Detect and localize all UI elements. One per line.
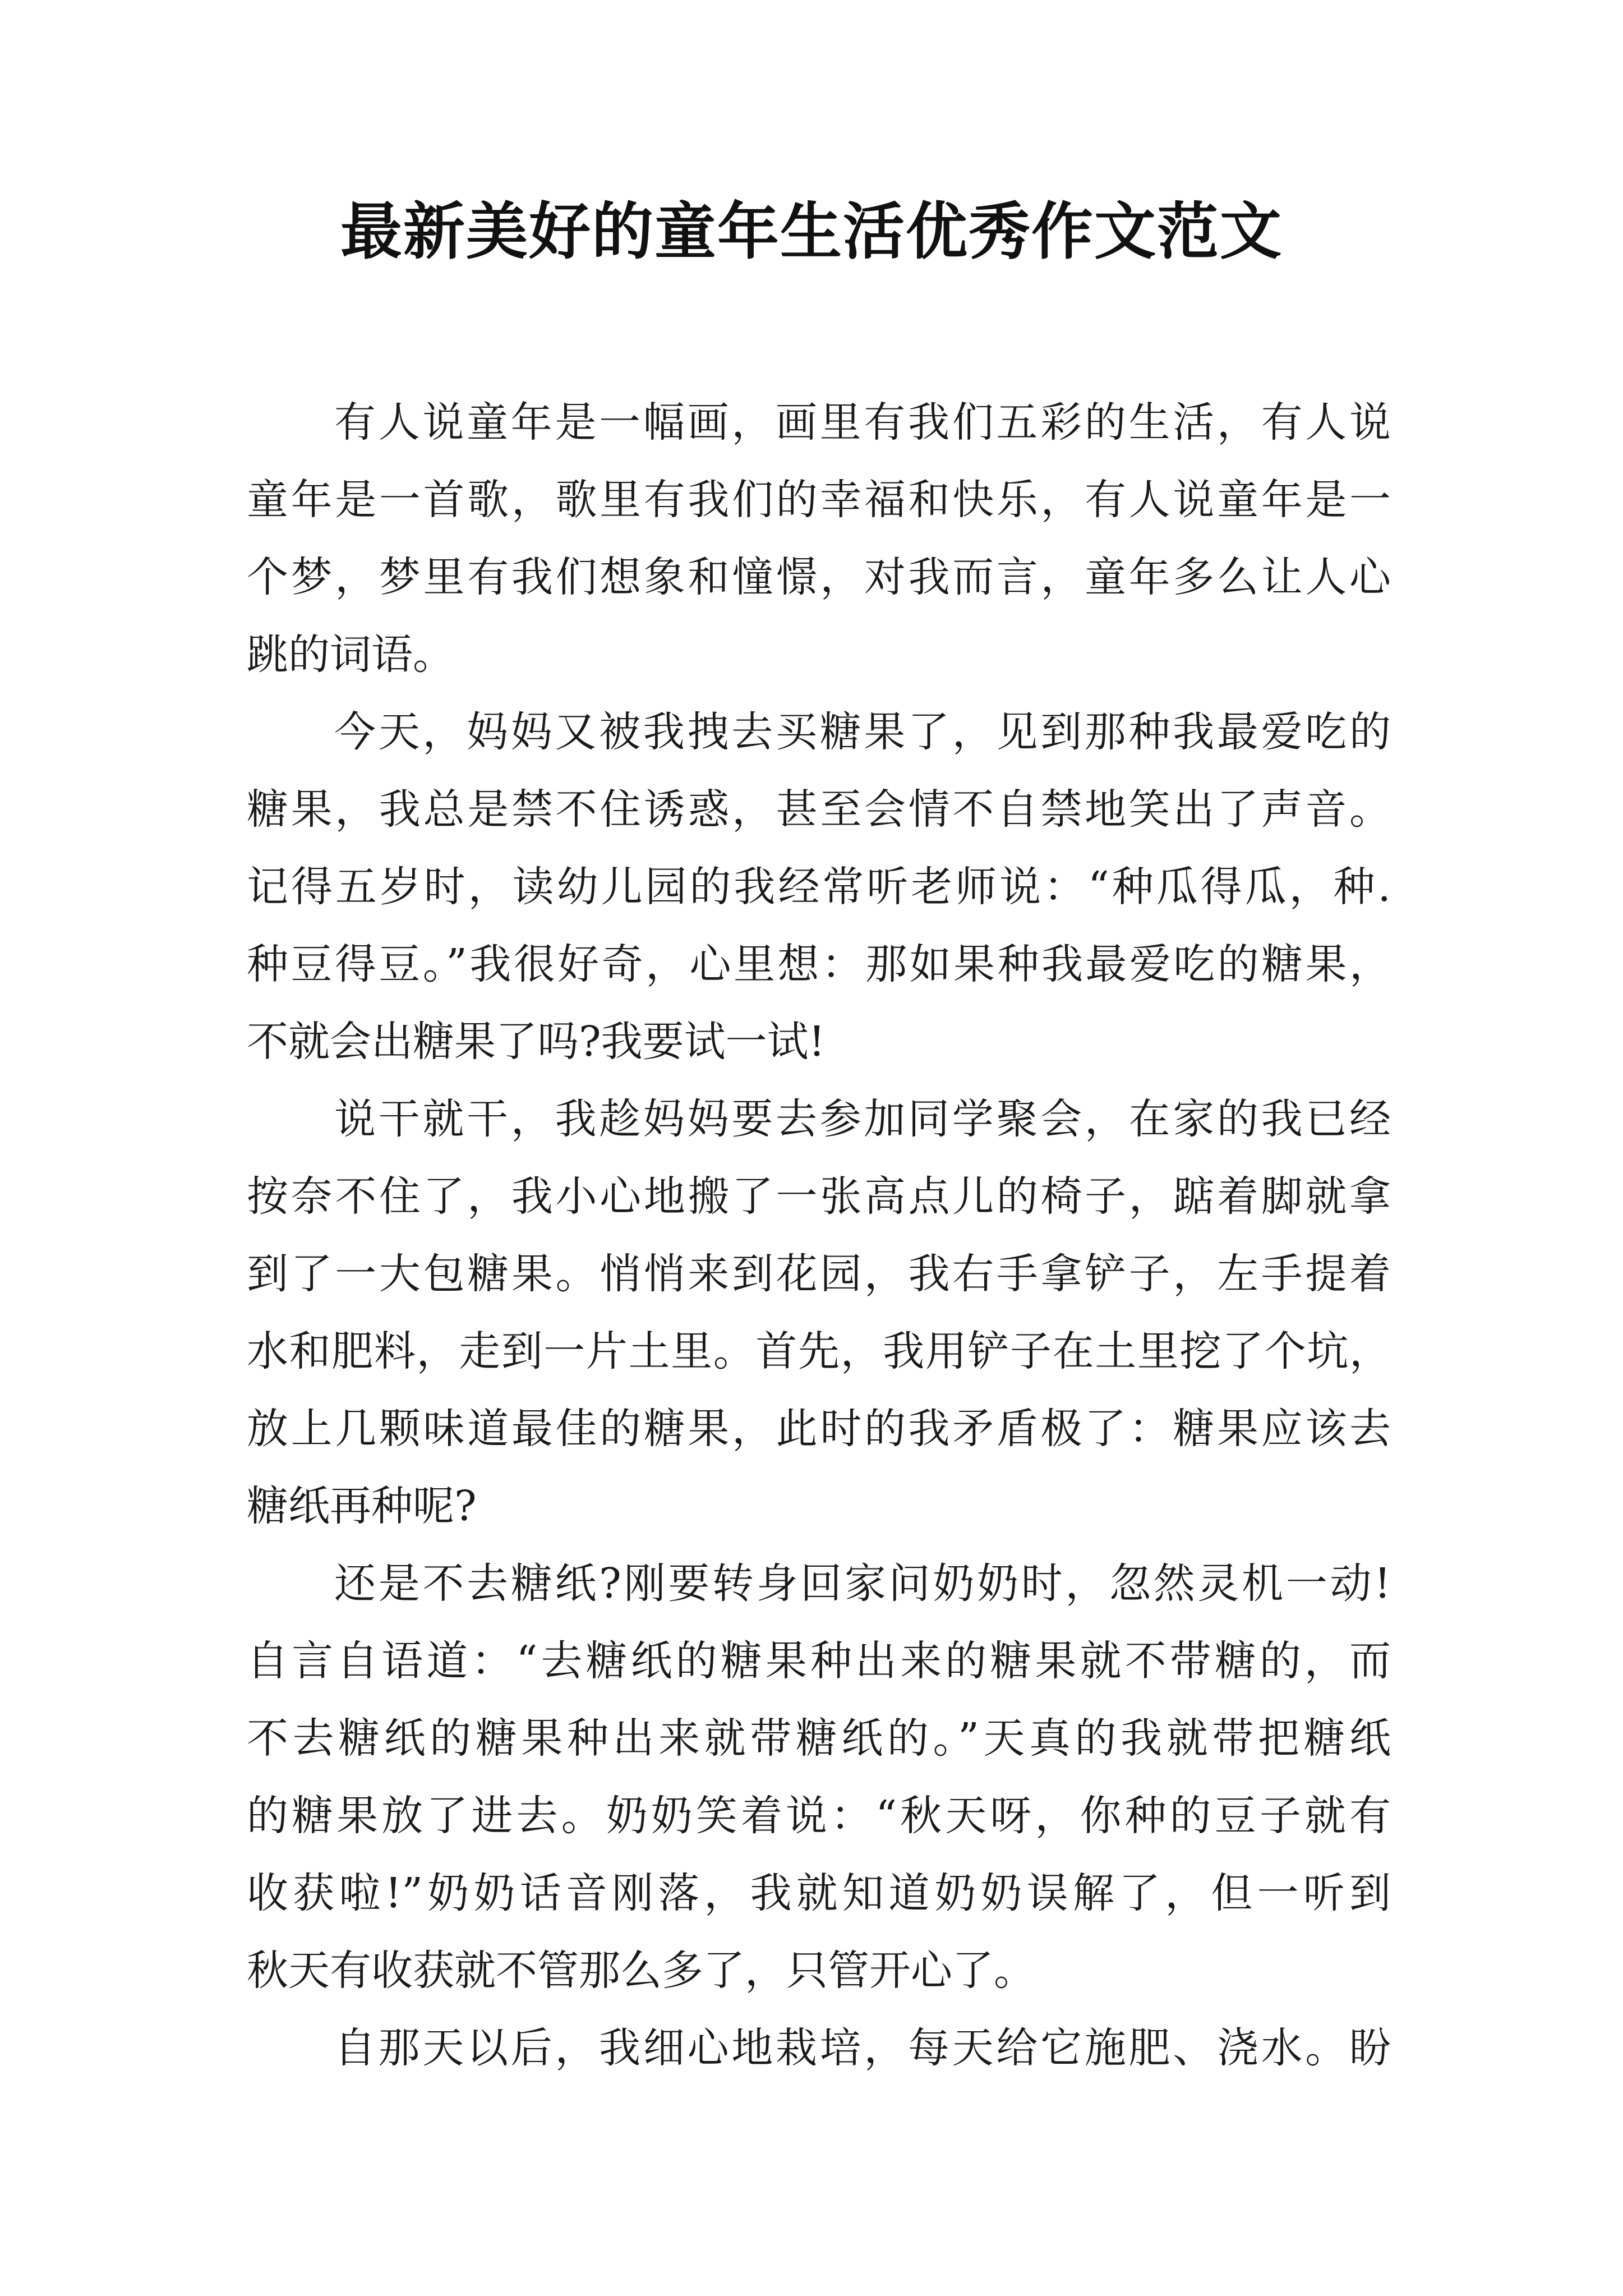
text-line: 糖果，我总是禁不住诱惑，甚至会情不自禁地笑出了声音。 bbox=[247, 785, 1391, 834]
text-line: 收获啦!”奶奶话音刚落，我就知道奶奶误解了，但一听到 bbox=[247, 1869, 1391, 1917]
text-line: 今天，妈妈又被我拽去买糖果了，见到那种我最爱吃的 bbox=[334, 708, 1391, 756]
text-line: 不去糖纸的糖果种出来就带糖纸的。”天真的我就带把糖纸 bbox=[247, 1714, 1391, 1763]
text-line: 不就会出糖果了吗?我要试一试! bbox=[247, 1018, 826, 1066]
text-line: 还是不去糖纸?刚要转身回家问奶奶时，忽然灵机一动! bbox=[334, 1559, 1391, 1608]
text-line: 种豆得豆。”我很好奇，心里想：那如果种我最爱吃的糖果， bbox=[247, 940, 1391, 988]
document-body bbox=[247, 384, 1391, 2087]
text-line: 个梦，梦里有我们想象和憧憬，对我而言，童年多么让人心 bbox=[247, 553, 1391, 601]
text-line: 到了一大包糖果。悄悄来到花园，我右手拿铲子，左手提着 bbox=[247, 1250, 1391, 1298]
text-line: 水和肥料，走到一片土里。首先，我用铲子在土里挖了个坑， bbox=[247, 1327, 1391, 1375]
text-line: 记得五岁时，读幼儿园的我经常听老师说：“种瓜得瓜，种. bbox=[247, 863, 1391, 911]
text-line: 跳的词语。 bbox=[247, 631, 454, 679]
text-line: 童年是一首歌，歌里有我们的幸福和快乐，有人说童年是一 bbox=[247, 476, 1391, 524]
text-line: 有人说童年是一幅画，画里有我们五彩的生活，有人说 bbox=[334, 398, 1391, 447]
text-line: 按奈不住了，我小心地搬了一张高点儿的椅子，踮着脚就拿 bbox=[247, 1172, 1391, 1221]
text-line: 自言自语道：“去糖纸的糖果种出来的糖果就不带糖的，而 bbox=[247, 1637, 1391, 1685]
text-line: 说干就干，我趁妈妈要去参加同学聚会，在家的我已经 bbox=[334, 1095, 1391, 1143]
document-title: 最新美好的童年生活优秀作文范文 bbox=[340, 195, 1283, 268]
text-line: 糖纸再种呢? bbox=[247, 1482, 477, 1530]
text-line: 秋天有收获就不管那么多了，只管开心了。 bbox=[247, 1947, 1035, 1995]
text-line: 放上几颗味道最佳的糖果，此时的我矛盾极了：糖果应该去 bbox=[247, 1405, 1391, 1453]
text-line: 自那天以后，我细心地栽培，每天给它施肥、浇水。盼 bbox=[334, 2024, 1391, 2072]
text-line: 的糖果放了进去。奶奶笑着说：“秋天呀，你种的豆子就有 bbox=[247, 1792, 1391, 1840]
